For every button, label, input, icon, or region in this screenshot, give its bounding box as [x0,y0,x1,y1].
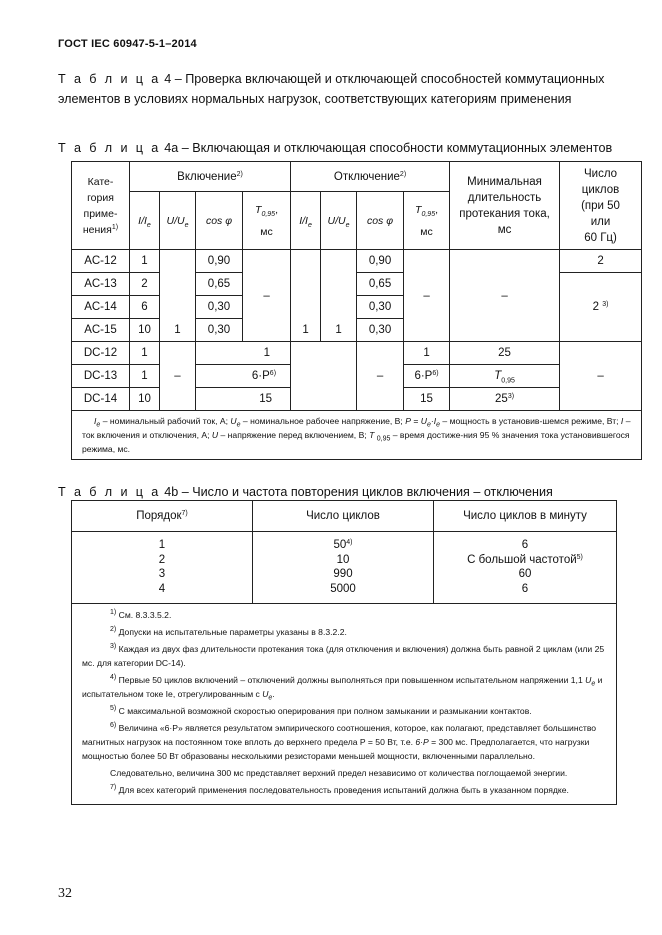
make-t095-header: $T_{0,95}$, мс [243,192,291,250]
footnote-6-continued: Следовательно, величина 300 мс представляет верхний предел независимо от количества поглощаемой энергии. [110,768,568,778]
footnote-5: $^{5)}$ С максимальной возможной скоростью оперирования при полном замыкании и размыкании контактов. [110,705,532,716]
footnote-6: $^{6)}$ Величина «6·P» является результатом эмпирического соотношения, которое, как полагают, представляет большинство магнитных нагрузок на постоянном токе вплоть до верхнего предела P = 50 Вт, т.е. 6·P = 300 мс. Предполагается, что нагрузки мощностью более 50 Вт образованы несколькими резисторами меньшей мощности, включенными параллельно. [82,722,597,761]
ac-make-uue: 1 [160,250,196,342]
dc-break-empty [291,342,357,411]
break-uue-header: $U/U_e$ [321,192,357,250]
table-row: AC-13 2 0,65 0,65 2 $^{3)}$ [72,273,642,296]
break-t095-header: $T_{0,95}$, мс [404,192,450,250]
table-row: AC-14 6 0,30 0,30 [72,296,642,319]
make-uue-header: $U/U_e$ [160,192,196,250]
ac-break-uue: 1 [321,250,357,342]
break-group-header: Отключение$^{2)}$ [291,162,450,192]
cycles-header: Число циклов (при 50 или 60 Гц) [560,162,642,250]
dc-make-uue: – [160,342,196,411]
footnote-2: $^{2)}$ Допуски на испытательные параметры указаны в 8.3.2.2. [110,626,347,637]
page-number: 32 [58,886,72,901]
table4b-caption [58,482,618,502]
order-values: 1 2 3 4 [72,532,253,604]
table4-caption-line1: 4 – Проверка включающей и отключающей способностей коммутационных [164,72,605,86]
table4a-caption-text: 4а – Включающая и отключающая способности коммутационных элементов [164,141,613,155]
table4a-note: $I_e$ – номинальный рабочий ток, А; $U_e$ – номинальное рабочее напряжение, В; $P = U_e\cdot I_e$ – мощность в установив-шемся режиме, Вт; I – ток включения и отключения, А; U – напряжение перед включением, В; T $_{0,95}$ – время достиже-ния 95 % значения тока установившегося режима, мс. [72,411,642,460]
break-ile-header: $I/I_e$ [291,192,321,250]
ac-make-t095: – [243,250,291,342]
cycles-values: 50$^{4)}$ 10 990 5000 [253,532,434,604]
footnote-1: $^{1)}$ См. 8.3.3.5.2. [110,609,172,620]
table4b-caption-text: 4b – Число и частота повторения циклов включения – отключения [164,485,553,499]
ac-rest-cycles: 2 $^{3)}$ [560,273,642,342]
table4a-caption-word: Т а б л и ц а [58,141,161,155]
break-cos-header: cos φ [357,192,404,250]
rate-values: 6 С большой частотой$^{5)}$ 60 6 [434,532,617,604]
table4b-footnotes [72,604,617,805]
table4b [71,500,617,805]
ac-min-duration: – [450,250,560,342]
table4a-caption [58,138,648,158]
ac-break-t095: – [404,250,450,342]
ac12-cycles: 2 [560,250,642,273]
make-group-header: Включение$^{2)}$ [130,162,291,192]
table4a [71,161,642,460]
footnote-7: $^{7)}$ Для всех категорий применения последовательность проведения испытаний должна быть в указанном порядке. [110,784,569,795]
cycles-rate-header: Число циклов в минуту [434,501,617,532]
make-cos-header: cos φ [196,192,243,250]
table4b-caption-word: Т а б л и ц а [58,485,161,499]
footnote-4: $^{4)}$ Первые 50 циклов включений – отключений должны выполняться при повышенном испытательном напряжении 1,1 $U_e$ и испытательном токе Ie, отрегулированным с $U_e$. [82,674,603,702]
make-ile-header: $I/I_e$ [130,192,160,250]
table-row: DC-13 1 $6\cdot P^{6)}$ $6\cdot P^{6)}$ $T_{0,95}$ [72,365,642,388]
dc-break-cos: – [357,342,404,411]
footnote-3: $^{3)}$ Каждая из двух фаз длительности протекания тока (для отключения и включения) должна быть равной 2 циклам (или 25 мс. для категории DC-14). [82,643,605,668]
ac-break-ile: 1 [291,250,321,342]
table-row: AC-15 10 0,30 0,30 [72,319,642,342]
table4-caption-word: Т а б л и ц а [58,72,161,86]
table-row: DC-12 1 – 1 – 1 25 – [72,342,642,365]
dc-cycles: – [560,342,642,411]
min-duration-header: Минимальная длительность протекания тока, мс [450,162,560,250]
table-row: AC-12 1 1 0,90 – 1 1 0,90 – – 2 [72,250,642,273]
table-row: DC-14 10 15 15 25$^{3)}$ [72,388,642,411]
document-header: ГОСТ IEC 60947-5-1–2014 [58,38,197,50]
col-category-header: Кате- гория приме- нения$^{1)}$ [72,162,130,250]
table4-caption-line2: элементов в условиях нормальных нагрузок, соответствующих категориям применения [58,92,572,106]
cycles-count-header: Число циклов [253,501,434,532]
table4-caption [58,69,638,109]
order-header: Порядок$^{7)}$ [72,501,253,532]
